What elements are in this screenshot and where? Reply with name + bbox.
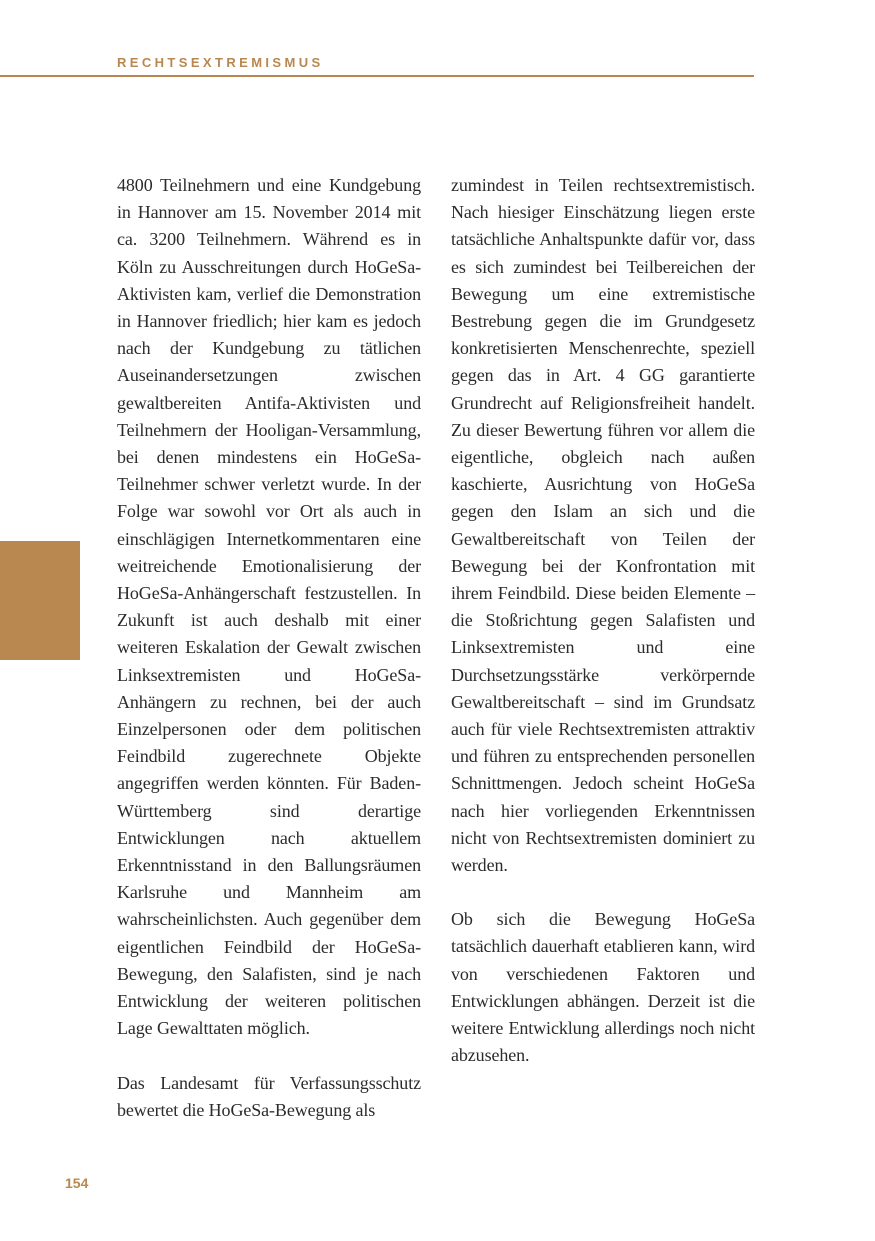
page-number: 154: [65, 1175, 89, 1191]
chapter-side-tab: [0, 541, 80, 660]
paragraph: zumindest in Teilen rechtsextremistisch. Nach hiesiger Einschätzung liegen erste tatsächliche Anhaltspunkte dafür vor, dass es sich zumindest bei Teilbereichen der Bewegung um eine extremistische Bestrebung gegen die im Grundgesetz konkretisierten Menschenrechte, speziell gegen das in Art. 4 GG garantierte Grundrecht auf Religionsfreiheit handelt. Zu dieser Bewertung führen vor allem die eigentliche, obgleich nach außen kaschierte, Ausrichtung von HoGeSa gegen den Islam an sich und die Gewaltbereitschaft von Teilen der Bewegung bei der Konfrontation mit ihrem Feindbild. Diese beiden Elemente – die Stoßrichtung gegen Salafisten und Linksextremisten und eine Durchsetzungsstärke verkörpernde Gewaltbereitschaft – sind im Grundsatz auch für viele Rechtsextremisten attraktiv und führen zu entsprechenden personellen Schnittmengen. Jedoch scheint HoGeSa nach hier vorliegenden Erkenntnissen nicht von Rechtsextremisten dominiert zu werden.: [451, 175, 755, 876]
right-column: [451, 172, 755, 1097]
paragraph: Das Landesamt für Verfassungsschutz bewertet die HoGeSa-Bewegung als: [117, 1072, 421, 1120]
paragraph: Ob sich die Bewegung HoGeSa tatsächlich dauerhaft etablieren kann, wird von verschiedenen Faktoren und Entwicklungen abhängen. Derzeit ist die weitere Entwicklung allerdings noch nicht abzusehen.: [451, 909, 755, 1066]
running-header: RECHTSEXTREMISMUS: [117, 55, 324, 70]
left-column: [117, 172, 421, 1151]
header-rule: [0, 75, 754, 77]
paragraph: 4800 Teilnehmern und eine Kundgebung in Hannover am 15. November 2014 mit ca. 3200 Teilnehmern. Während es in Köln zu Ausschreitungen durch HoGeSa-Aktivisten kam, verlief die Demonstration in Hannover friedlich; hier kam es jedoch nach der Kundgebung zu tätlichen Auseinandersetzungen zwischen gewaltbereiten Antifa-Aktivisten und Teilnehmern der Hooligan-Versammlung, bei denen mindestens ein HoGeSa-Teilnehmer schwer verletzt wurde. In der Folge war sowohl vor Ort als auch in einschlägigen Internetkommentaren eine weitreichende Emotionalisierung der HoGeSa-Anhängerschaft festzustellen. In Zukunft ist auch deshalb mit einer weiteren Eskalation der Gewalt zwischen Linksextremisten und HoGeSa-Anhängern zu rechnen, bei der auch Einzelpersonen oder dem politischen Feindbild zugerechnete Objekte angegriffen werden könnten. Für Baden-Württemberg sind derartige Entwicklungen nach aktuellem Erkenntnisstand in den Ballungsräumen Karlsruhe und Mannheim am wahrscheinlichsten. Auch gegenüber dem eigentlichen Feindbild der HoGeSa-Bewegung, den Salafisten, sind je nach Entwicklung der weiteren politischen Lage Gewalttaten möglich.: [117, 175, 421, 1039]
